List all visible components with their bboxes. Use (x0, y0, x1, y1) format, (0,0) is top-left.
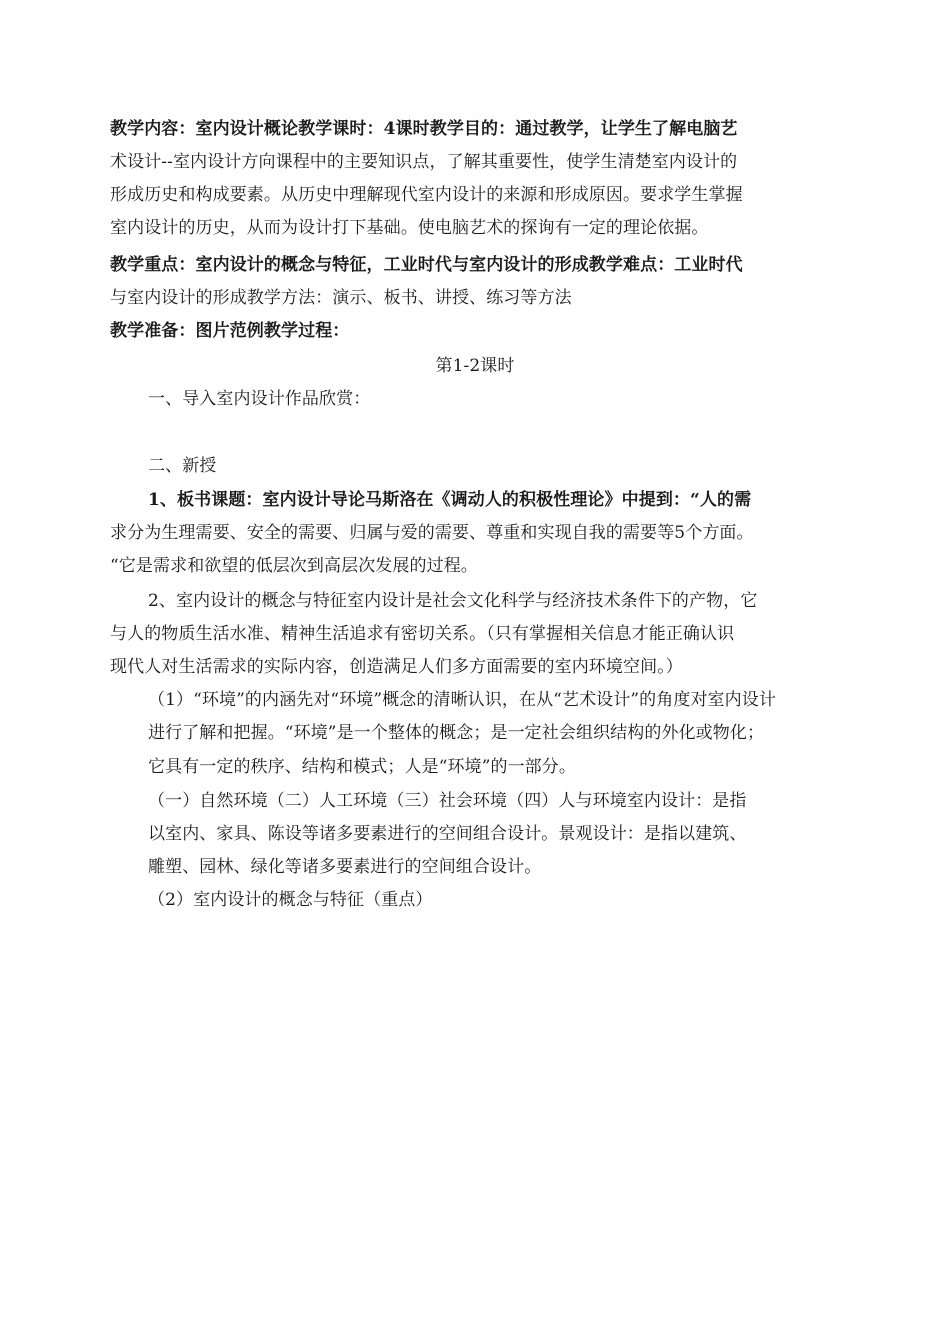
sub1-line: 进行了解和把握。“环境”是一个整体的概念；是一定社会组织结构的外化或物化； (148, 723, 765, 743)
header-line: 术设计--室内设计方向课程中的主要知识点，了解其重要性，使学生清楚室内设计的 (110, 152, 738, 172)
header-line: 室内设计的历史，从而为设计打下基础。使电脑艺术的探询有一定的理论依据。 (110, 218, 709, 238)
header-line: 教学准备：图片范例教学过程： (110, 321, 350, 341)
section-heading: 一、导入室内设计作品欣赏： (148, 389, 371, 409)
item2-line: 2、室内设计的概念与特征室内设计是社会文化科学与经济技术条件下的产物，它 (148, 591, 758, 611)
item2-line: 现代人对生活需求的实际内容，创造满足人们多方面需要的室内环境空间。） (110, 657, 683, 677)
header-line: 与室内设计的形成教学方法：演示、板书、讲授、练习等方法 (110, 288, 572, 308)
item1-line: 求分为生理需要、安全的需要、归属与爱的需要、尊重和实现自我的需要等5个方面。 (110, 523, 754, 543)
sub1-line: 它具有一定的秩序、结构和模式；人是“环境”的一部分。 (148, 757, 576, 777)
header-line: 形成历史和构成要素。从历史中理解现代室内设计的来源和形成原因。要求学生掌握 (110, 185, 743, 205)
section-heading: 二、新授 (148, 456, 217, 476)
item1-line: “它是需求和欲望的低层次到高层次发展的过程。 (110, 556, 478, 576)
header-line: 教学重点：室内设计的概念与特征，工业时代与室内设计的形成教学难点：工业时代 (110, 255, 743, 275)
session-title: 第1-2课时 (435, 356, 515, 376)
sub1-line: （1）“环境”的内涵先对“环境”概念的清晰认识，在从“艺术设计”的角度对室内设计 (148, 690, 776, 710)
sub2-line: 以室内、家具、陈设等诸多要素进行的空间组合设计。景观设计：是指以建筑、 (148, 824, 747, 844)
header-line: 教学内容：室内设计概论教学课时：4课时教学目的：通过教学，让学生了解电脑艺 (110, 119, 738, 139)
sub2-line: （一）自然环境（二）人工环境（三）社会环境（四）人与环境室内设计：是指 (148, 791, 747, 811)
sub2-line: 雕塑、园林、绿化等诸多要素进行的空间组合设计。 (148, 857, 542, 877)
item2-line: 与人的物质生活水准、精神生活追求有密切关系。（只有掌握相关信息才能正确认识 (110, 624, 735, 644)
sub3-line: （2）室内设计的概念与特征（重点） (148, 890, 433, 910)
item1-line: 1、板书课题：室内设计导论马斯洛在《调动人的积极性理论》中提到：“人的需 (148, 490, 752, 510)
